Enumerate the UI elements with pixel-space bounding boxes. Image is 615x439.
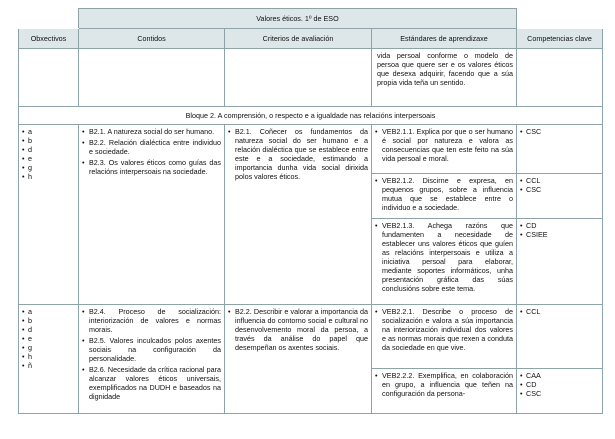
objective-item: • d [22, 325, 75, 334]
criterion-item: B2.1. Coñecer os fundamentos da natureza social do ser humano e a relación dialéctica que se establece entre este e a sociedade, estimando a importancia dunha vida social dirixida polos valores éticos. [235, 127, 368, 181]
content-item: B2.3. Os valores éticos como guías das relacións interpersoais na sociedade. [89, 158, 221, 176]
carry-cell [225, 49, 372, 107]
criteria-cell: • B2.1. Coñecer os fundamentos da natureza social do ser humano e a relación dialéctica que se establece entre este e a sociedade, estimando a importancia dunha vida social dirixida polos valores éticos. [225, 125, 372, 305]
competence-item: • CCL [520, 176, 599, 185]
standard-cell: • VEB2.2.2. Exemplifica, en colaboración en grupo, a influencia que teñen na configuración da persona- [372, 369, 517, 414]
objective-item: • b [22, 316, 75, 325]
col-header-objectives: Obxectivos [19, 29, 79, 49]
content-item: B2.1. A natureza social do ser humano. [89, 127, 215, 136]
competence-cell [517, 174, 603, 219]
col-header-competences: Competencias clave [517, 29, 603, 49]
table-title: Valores éticos. 1º de ESO [79, 9, 517, 29]
standard-item: VEB2.1.1. Explica por que o ser humano é social por natureza e valora as consecuencias que ten este feito na súa vida persoal e moral. [382, 127, 514, 163]
content-item: B2.4. Proceso de socialización: interiorización de valores e normas morais. [89, 307, 221, 334]
criterion-item: B2.2. Describir e valorar a importancia da influencia do contorno social e cultural no desenvolvemento moral da persoa, a través da análise do papel que desempeñan os axentes sociais. [235, 307, 368, 352]
objective-item: • b [22, 136, 75, 145]
carry-over-standard: vida persoal conforme o modelo de persoa que quere ser e os valores éticos que desexa adquirir, facendo que a súa propia vida teña un sentido. [372, 49, 517, 107]
header-blank [19, 9, 79, 29]
competence-item: • CSIEE [520, 230, 599, 239]
standard-cell: • VEB2.1.2. Discirne e expresa, en pequenos grupos, sobre a influencia mutua que se establece entre o individuo e a sociedade. [372, 174, 517, 219]
objective-item: • e [22, 334, 75, 343]
objective-item: • a [22, 307, 75, 316]
standard-cell: • VEB2.1.3. Achega razóns que fundamenten a necesidade de establecer uns valores éticos que guíen as relacións interpersoais e utiliza a iniciativa persoal para elaborar, mediante soportes informáticos, unha presentación gráfica das súas conclusións sobre este tema. [372, 219, 517, 305]
carry-cell [19, 49, 79, 107]
standard-cell: • VEB2.1.1. Explica por que o ser humano é social por natureza e valora as consecuencias que ten este feito na súa vida persoal e moral. [372, 125, 517, 174]
objective-item: • g [22, 343, 75, 352]
content-item: B2.5. Valores inculcados polos axentes sociais na configuración da personalidade. [89, 336, 221, 363]
objective-item: • ñ [22, 361, 75, 370]
competence-item: • CD [520, 380, 599, 389]
competence-cell [517, 305, 603, 369]
curriculum-table [18, 8, 603, 414]
objective-item: • d [22, 145, 75, 154]
carry-cell [79, 49, 225, 107]
col-header-criteria: Criterios de avaliación [225, 29, 372, 49]
objectives-cell [19, 125, 79, 305]
competence-item: • CCL [520, 307, 599, 316]
competence-item: • CAA [520, 371, 599, 380]
standard-item: VEB2.1.2. Discirne e expresa, en pequenos grupos, sobre a influencia mutua que se establece entre o individuo e a sociedade. [382, 176, 514, 212]
competence-cell [517, 219, 603, 305]
col-header-contents: Contidos [79, 29, 225, 49]
competence-item: • CSC [520, 389, 599, 398]
content-item: B2.6. Necesidade da crítica racional para alcanzar valores éticos universais, exemplificados na DUDH e baseados na dignidade [89, 365, 221, 401]
objective-item: • e [22, 154, 75, 163]
carry-cell [517, 49, 603, 107]
block-title: Bloque 2. A comprensión, o respecto e a igualdade nas relacións interpersoais [19, 107, 603, 125]
competence-item: • CD [520, 221, 599, 230]
competence-item: • CSC [520, 127, 599, 136]
standard-item: VEB2.2.2. Exemplifica, en colaboración en grupo, a influencia que teñen na configuración da persona- [382, 371, 514, 398]
objective-item: • h [22, 352, 75, 361]
col-header-standards: Estándares de aprendizaxe [372, 29, 517, 49]
header-blank-right [517, 9, 603, 29]
competence-item: • CSC [520, 185, 599, 194]
criteria-cell: • B2.2. Describir e valorar a importancia da influencia do contorno social e cultural no desenvolvemento moral da persoa, a través da análise do papel que desempeñan os axentes sociais. [225, 305, 372, 414]
standard-item: VEB2.1.3. Achega razóns que fundamenten a necesidade de establecer uns valores éticos que guíen as relacións interpersoais e utiliza a iniciativa persoal para elaborar, mediante soportes informáticos, unha presentación gráfica das súas conclusións sobre este tema. [382, 221, 514, 293]
contents-cell: • B2.4. Proceso de socialización: interiorización de valores e normas morais. • B2.5. Valores inculcados polos axentes sociais na configuración da personalidade. • B2.6. Necesidade da crítica racional para alcanzar valores éticos universais, exemplificados na DUDH e baseados na dignidade [79, 305, 225, 414]
contents-cell: • B2.1. A natureza social do ser humano. • B2.2. Relación dialéctica entre individuo e sociedade. • B2.3. Os valores éticos como guías das relacións interpersoais na sociedade. [79, 125, 225, 305]
objective-item: • a [22, 127, 75, 136]
objective-item: • g [22, 163, 75, 172]
competence-cell [517, 125, 603, 174]
content-item: B2.2. Relación dialéctica entre individuo e sociedade. [89, 138, 221, 156]
standard-item: VEB2.2.1. Describe o proceso de socialización e valora a súa importancia na interiorización individual dos valores e as normas morais que rexen a conduta da sociedade en que vive. [382, 307, 514, 352]
objectives-cell [19, 305, 79, 414]
standard-cell: • VEB2.2.1. Describe o proceso de socialización e valora a súa importancia na interiorización individual dos valores e as normas morais que rexen a conduta da sociedade en que vive. [372, 305, 517, 369]
objective-item: • h [22, 172, 75, 181]
competence-cell [517, 369, 603, 414]
